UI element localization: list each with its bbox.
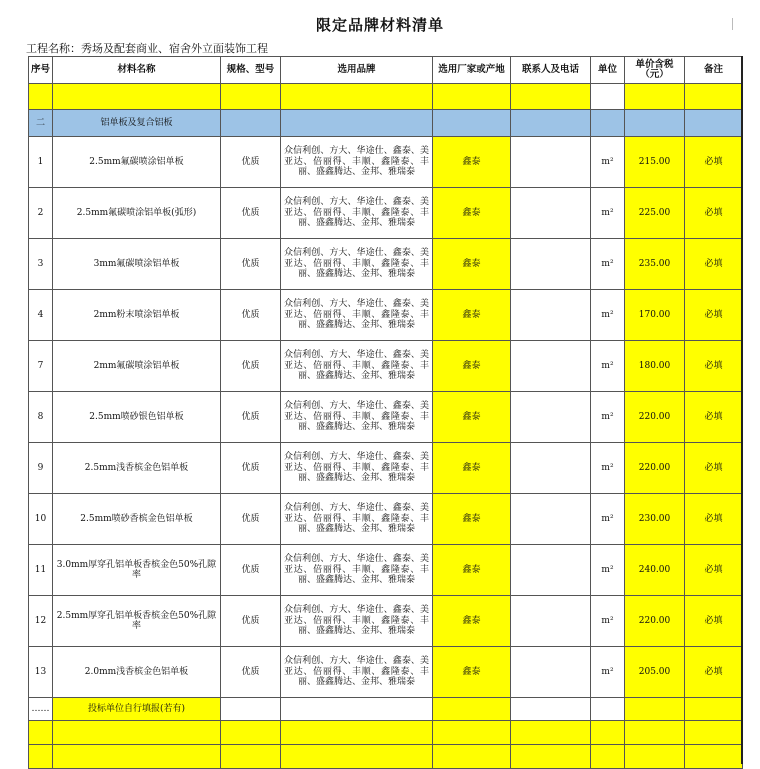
row-seq[interactable]: 4 xyxy=(29,290,53,341)
row-note[interactable]: 必填 xyxy=(685,137,743,188)
row-spec[interactable]: 优质 xyxy=(221,341,281,392)
self-fill-seq[interactable]: …… xyxy=(29,698,53,721)
row-seq[interactable]: 13 xyxy=(29,647,53,698)
row-price[interactable]: 230.00 xyxy=(625,494,685,545)
row-maker[interactable]: 鑫泰 xyxy=(433,443,511,494)
table-row xyxy=(29,443,743,494)
table-row xyxy=(29,188,743,239)
table-cell[interactable] xyxy=(281,84,433,110)
row-brands[interactable]: 众信利创、方大、华途仕、鑫泰、美亚达、倍丽得、丰顺、鑫隆泰、丰丽、盛鑫腾达、金邦、雅瑞泰 xyxy=(281,341,433,392)
self-fill-row xyxy=(29,698,743,721)
row-unit[interactable]: m² xyxy=(591,188,625,239)
table-cell[interactable] xyxy=(29,745,53,769)
header-price: 单价含税（元） xyxy=(625,57,685,84)
table-cell[interactable] xyxy=(53,721,221,745)
table-cell[interactable] xyxy=(685,84,743,110)
row-seq[interactable]: 12 xyxy=(29,596,53,647)
table-row xyxy=(29,341,743,392)
table-cell[interactable] xyxy=(685,110,743,137)
row-maker[interactable]: 鑫泰 xyxy=(433,188,511,239)
header-brand: 选用品牌 xyxy=(281,57,433,84)
row-price[interactable]: 225.00 xyxy=(625,188,685,239)
blank-row xyxy=(29,721,743,745)
row-seq[interactable]: 7 xyxy=(29,341,53,392)
self-fill-name[interactable]: 投标单位自行填报(若有) xyxy=(53,698,221,721)
row-brands[interactable]: 众信利创、方大、华途仕、鑫泰、美亚达、倍丽得、丰顺、鑫隆泰、丰丽、盛鑫腾达、金邦、雅瑞泰 xyxy=(281,392,433,443)
row-spec[interactable]: 优质 xyxy=(221,239,281,290)
row-unit[interactable]: m² xyxy=(591,647,625,698)
header-unit: 单位 xyxy=(591,57,625,84)
row-contact[interactable] xyxy=(511,188,591,239)
row-contact[interactable] xyxy=(511,545,591,596)
table-cell[interactable] xyxy=(281,721,433,745)
row-price[interactable]: 240.00 xyxy=(625,545,685,596)
row-unit[interactable]: m² xyxy=(591,545,625,596)
row-contact[interactable] xyxy=(511,596,591,647)
row-maker[interactable]: 鑫泰 xyxy=(433,341,511,392)
row-seq[interactable]: 10 xyxy=(29,494,53,545)
table-cell[interactable] xyxy=(433,721,511,745)
row-seq[interactable]: 8 xyxy=(29,392,53,443)
row-brands[interactable]: 众信利创、方大、华途仕、鑫泰、美亚达、倍丽得、丰顺、鑫隆泰、丰丽、盛鑫腾达、金邦、雅瑞泰 xyxy=(281,545,433,596)
row-maker[interactable]: 鑫泰 xyxy=(433,545,511,596)
table-cell[interactable] xyxy=(591,745,625,769)
row-note[interactable]: 必填 xyxy=(685,392,743,443)
table-cell[interactable] xyxy=(511,84,591,110)
row-name[interactable]: 2.5mm喷砂银色铝单板 xyxy=(53,392,221,443)
table-cell[interactable] xyxy=(685,721,743,745)
blank-row xyxy=(29,84,743,110)
table-cell[interactable] xyxy=(685,745,743,769)
table-cell[interactable] xyxy=(29,721,53,745)
header-row xyxy=(29,57,743,84)
row-spec[interactable]: 优质 xyxy=(221,596,281,647)
row-name[interactable]: 2.5mm氟碳喷涂铝单板(弧形) xyxy=(53,188,221,239)
table-cell[interactable] xyxy=(221,84,281,110)
table-frame-edge xyxy=(741,56,743,764)
table-row xyxy=(29,239,743,290)
page-title: 限定品牌材料清单 xyxy=(315,16,444,34)
row-name[interactable]: 2.5mm氟碳喷涂铝单板 xyxy=(53,137,221,188)
row-brands[interactable]: 众信利创、方大、华途仕、鑫泰、美亚达、倍丽得、丰顺、鑫隆泰、丰丽、盛鑫腾达、金邦、雅瑞泰 xyxy=(281,137,433,188)
table-row xyxy=(29,392,743,443)
row-note[interactable]: 必填 xyxy=(685,494,743,545)
section-name[interactable]: 铝单板及复合铝板 xyxy=(53,110,221,137)
table-cell[interactable] xyxy=(511,698,591,721)
row-maker[interactable]: 鑫泰 xyxy=(433,392,511,443)
table-cell[interactable] xyxy=(281,698,433,721)
row-spec[interactable]: 优质 xyxy=(221,545,281,596)
row-spec[interactable]: 优质 xyxy=(221,494,281,545)
material-table xyxy=(28,56,743,769)
table-cell[interactable] xyxy=(511,721,591,745)
row-seq[interactable]: 1 xyxy=(29,137,53,188)
table-cell[interactable] xyxy=(591,110,625,137)
table-cell[interactable] xyxy=(221,721,281,745)
row-price[interactable]: 180.00 xyxy=(625,341,685,392)
header-seq: 序号 xyxy=(29,57,53,84)
row-contact[interactable] xyxy=(511,443,591,494)
row-note[interactable]: 必填 xyxy=(685,545,743,596)
row-price[interactable]: 205.00 xyxy=(625,647,685,698)
header-contact: 联系人及电话 xyxy=(511,57,591,84)
row-maker[interactable]: 鑫泰 xyxy=(433,647,511,698)
project-name: 工程名称：秀场及配套商业、宿舍外立面装饰工程 xyxy=(26,42,268,55)
text-cursor xyxy=(732,18,733,30)
section-row xyxy=(29,110,743,137)
row-seq[interactable]: 11 xyxy=(29,545,53,596)
table-row xyxy=(29,596,743,647)
table-cell[interactable] xyxy=(591,721,625,745)
row-unit[interactable]: m² xyxy=(591,596,625,647)
row-price[interactable]: 215.00 xyxy=(625,137,685,188)
row-brands[interactable]: 众信利创、方大、华途仕、鑫泰、美亚达、倍丽得、丰顺、鑫隆泰、丰丽、盛鑫腾达、金邦、雅瑞泰 xyxy=(281,188,433,239)
row-contact[interactable] xyxy=(511,239,591,290)
table-cell[interactable] xyxy=(29,84,53,110)
table-cell[interactable] xyxy=(591,84,625,110)
table-row xyxy=(29,290,743,341)
row-unit[interactable]: m² xyxy=(591,341,625,392)
row-brands[interactable]: 众信利创、方大、华途仕、鑫泰、美亚达、倍丽得、丰顺、鑫隆泰、丰丽、盛鑫腾达、金邦、雅瑞泰 xyxy=(281,494,433,545)
row-name[interactable]: 3.0mm厚穿孔铝单板香槟金色50%孔隙率 xyxy=(53,545,221,596)
table-cell[interactable] xyxy=(53,84,221,110)
header-maker: 选用厂家或产地 xyxy=(433,57,511,84)
row-price[interactable]: 170.00 xyxy=(625,290,685,341)
row-spec[interactable]: 优质 xyxy=(221,443,281,494)
row-note[interactable]: 必填 xyxy=(685,239,743,290)
row-spec[interactable]: 优质 xyxy=(221,647,281,698)
row-maker[interactable]: 鑫泰 xyxy=(433,137,511,188)
table-cell[interactable] xyxy=(625,84,685,110)
row-unit[interactable]: m² xyxy=(591,137,625,188)
row-unit[interactable]: m² xyxy=(591,392,625,443)
table-cell[interactable] xyxy=(625,698,685,721)
table-cell[interactable] xyxy=(685,698,743,721)
table-cell[interactable] xyxy=(591,698,625,721)
table-cell[interactable] xyxy=(511,110,591,137)
row-contact[interactable] xyxy=(511,494,591,545)
row-price[interactable]: 235.00 xyxy=(625,239,685,290)
row-maker[interactable]: 鑫泰 xyxy=(433,596,511,647)
header-spec: 规格、型号 xyxy=(221,57,281,84)
table-cell[interactable] xyxy=(625,745,685,769)
table-row xyxy=(29,137,743,188)
row-contact[interactable] xyxy=(511,647,591,698)
table-cell[interactable] xyxy=(433,698,511,721)
row-maker[interactable]: 鑫泰 xyxy=(433,239,511,290)
row-contact[interactable] xyxy=(511,137,591,188)
row-spec[interactable]: 优质 xyxy=(221,137,281,188)
row-brands[interactable]: 众信利创、方大、华途仕、鑫泰、美亚达、倍丽得、丰顺、鑫隆泰、丰丽、盛鑫腾达、金邦、雅瑞泰 xyxy=(281,596,433,647)
row-contact[interactable] xyxy=(511,392,591,443)
row-brands[interactable]: 众信利创、方大、华途仕、鑫泰、美亚达、倍丽得、丰顺、鑫隆泰、丰丽、盛鑫腾达、金邦、雅瑞泰 xyxy=(281,443,433,494)
table-cell[interactable] xyxy=(511,745,591,769)
header-name: 材料名称 xyxy=(53,57,221,84)
row-note[interactable]: 必填 xyxy=(685,290,743,341)
table-row xyxy=(29,647,743,698)
table-cell[interactable] xyxy=(221,698,281,721)
row-seq[interactable]: 2 xyxy=(29,188,53,239)
row-spec[interactable]: 优质 xyxy=(221,188,281,239)
row-note[interactable]: 必填 xyxy=(685,341,743,392)
row-note[interactable]: 必填 xyxy=(685,647,743,698)
table-cell[interactable] xyxy=(221,110,281,137)
row-price[interactable]: 220.00 xyxy=(625,596,685,647)
row-name[interactable]: 2.5mm喷砂香槟金色铝单板 xyxy=(53,494,221,545)
row-unit[interactable]: m² xyxy=(591,494,625,545)
table-cell[interactable] xyxy=(433,110,511,137)
row-name[interactable]: 2.5mm厚穿孔铝单板香槟金色50%孔隙率 xyxy=(53,596,221,647)
header-note: 备注 xyxy=(685,57,743,84)
table-cell[interactable] xyxy=(281,110,433,137)
blank-row xyxy=(29,745,743,769)
row-unit[interactable]: m² xyxy=(591,290,625,341)
row-maker[interactable]: 鑫泰 xyxy=(433,494,511,545)
row-maker[interactable]: 鑫泰 xyxy=(433,290,511,341)
row-name[interactable]: 2mm氟碳喷涂铝单板 xyxy=(53,341,221,392)
table-cell[interactable] xyxy=(281,745,433,769)
table-row xyxy=(29,494,743,545)
row-note[interactable]: 必填 xyxy=(685,443,743,494)
row-price[interactable]: 220.00 xyxy=(625,392,685,443)
row-contact[interactable] xyxy=(511,290,591,341)
row-note[interactable]: 必填 xyxy=(685,596,743,647)
row-name[interactable]: 2.5mm浅香槟金色铝单板 xyxy=(53,443,221,494)
row-spec[interactable]: 优质 xyxy=(221,290,281,341)
row-brands[interactable]: 众信利创、方大、华途仕、鑫泰、美亚达、倍丽得、丰顺、鑫隆泰、丰丽、盛鑫腾达、金邦、雅瑞泰 xyxy=(281,239,433,290)
row-brands[interactable]: 众信利创、方大、华途仕、鑫泰、美亚达、倍丽得、丰顺、鑫隆泰、丰丽、盛鑫腾达、金邦、雅瑞泰 xyxy=(281,290,433,341)
table-cell[interactable] xyxy=(433,745,511,769)
row-name[interactable]: 2.0mm浅香槟金色铝单板 xyxy=(53,647,221,698)
row-seq[interactable]: 3 xyxy=(29,239,53,290)
table-cell[interactable] xyxy=(53,745,221,769)
table-row xyxy=(29,545,743,596)
section-seq[interactable]: 二 xyxy=(29,110,53,137)
row-note[interactable]: 必填 xyxy=(685,188,743,239)
row-contact[interactable] xyxy=(511,341,591,392)
table-cell[interactable] xyxy=(625,110,685,137)
row-seq[interactable]: 9 xyxy=(29,443,53,494)
row-brands[interactable]: 众信利创、方大、华途仕、鑫泰、美亚达、倍丽得、丰顺、鑫隆泰、丰丽、盛鑫腾达、金邦、雅瑞泰 xyxy=(281,647,433,698)
row-name[interactable]: 3mm氟碳喷涂铝单板 xyxy=(53,239,221,290)
row-spec[interactable]: 优质 xyxy=(221,392,281,443)
row-unit[interactable]: m² xyxy=(591,239,625,290)
table-cell[interactable] xyxy=(221,745,281,769)
row-name[interactable]: 2mm粉末喷涂铝单板 xyxy=(53,290,221,341)
table-cell[interactable] xyxy=(433,84,511,110)
table-cell[interactable] xyxy=(625,721,685,745)
row-unit[interactable]: m² xyxy=(591,443,625,494)
row-price[interactable]: 220.00 xyxy=(625,443,685,494)
